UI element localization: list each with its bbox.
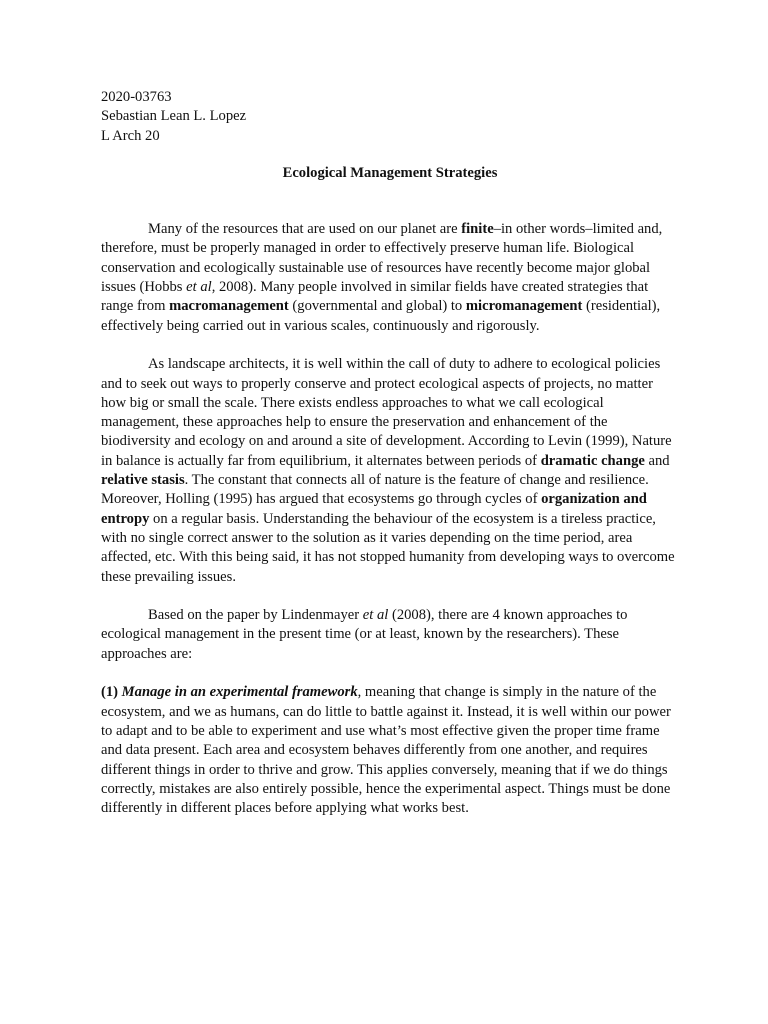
bold-term-finite: finite [461,221,494,238]
text-run: As landscape architects, it is well within the call of duty to adhere to ecological policies and to seek out ways to properly conserve and protect ecological aspects of projects, no matter how big or small the scale. There exists endless approaches to what we call ecological management, these approaches help to ensure the preservation and enhancement of the biodiversity and ecology on and around a site of development. According to Levin (1999), Nature in balance is actually far from equilibrium, it alternates between periods of [101,356,672,469]
list-number: (1) [101,684,122,701]
text-run: –in other words–limited and, therefore, must be properly managed in order to effectively preserve human life. Biological conservation and ecologically sustainable use of resources have recently become major global issues (Hobbs [101,221,663,296]
document-title: Ecological Management Strategies [282,164,498,181]
spacer [101,183,679,220]
bold-term-macromanagement: macromanagement [169,298,289,315]
spacer [101,336,679,355]
italic-et-al: et al [186,279,212,296]
document-page [101,88,679,818]
text-run: and [644,452,670,469]
paragraph-approach-1 [101,683,679,818]
spacer [101,664,679,683]
text-run: (2008), there are 4 known approaches to ecological management in the present time (or at least, known by the researchers). These approaches are: [101,607,628,662]
student-id: 2020-03763 [101,89,172,105]
text-run: Many of the resources that are used on our planet are [148,221,462,238]
text-run: , meaning that change is simply in the nature of the ecosystem, and we as humans, can do little to battle against it. Instead, it is well within our power to adapt and to be able to experiment and use what’s most effective given the proper time frame and data present. Each area and ecosystem behaves differently from one another, and requires different things in order to thrive and grow. This applies conversely, meaning that if we do things correctly, mistakes are also entirely possible, hence the experimental aspect. Things must be done differently in different places before applying what works best. [101,684,671,817]
bold-italic-approach-title: Manage in an experimental framework [121,684,358,701]
text-run: Based on the paper by Lindenmayer [148,607,363,624]
text-run: (governmental and global) to [288,298,466,315]
bold-term-relative-stasis: relative stasis [101,472,185,489]
paragraph-landscape-architects [101,355,679,587]
bold-term-dramatic-change: dramatic change [540,452,645,469]
text-run: (residential), effectively being carried out in various scales, continuously and rigorously. [101,298,661,334]
text-run: , 2008). Many people involved in similar fields have created strategies that range from [101,279,649,315]
text-run: on a regular basis. Understanding the behaviour of the ecosystem is a tireless practice, with no single correct answer to the solution as it varies depending on the time period, area affected, etc. With this being said, it has not stopped humanity from developing ways to overcome these prevailing issues. [101,510,675,585]
course-code: L Arch 20 [101,127,160,144]
author-name: Sebastian Lean L. Lopez [101,108,247,125]
bold-term-organization-entropy: organization and entropy [101,491,647,527]
bold-term-micromanagement: micromanagement [465,298,583,315]
italic-et-al: et al [362,607,389,624]
paragraph-intro [101,220,679,336]
text-run: . The constant that connects all of nature is the feature of change and resilience. Moreover, Holling (1995) has argued that ecosystems go through cycles of [101,472,649,508]
spacer [101,587,679,606]
paragraph-approaches-intro [101,606,679,664]
